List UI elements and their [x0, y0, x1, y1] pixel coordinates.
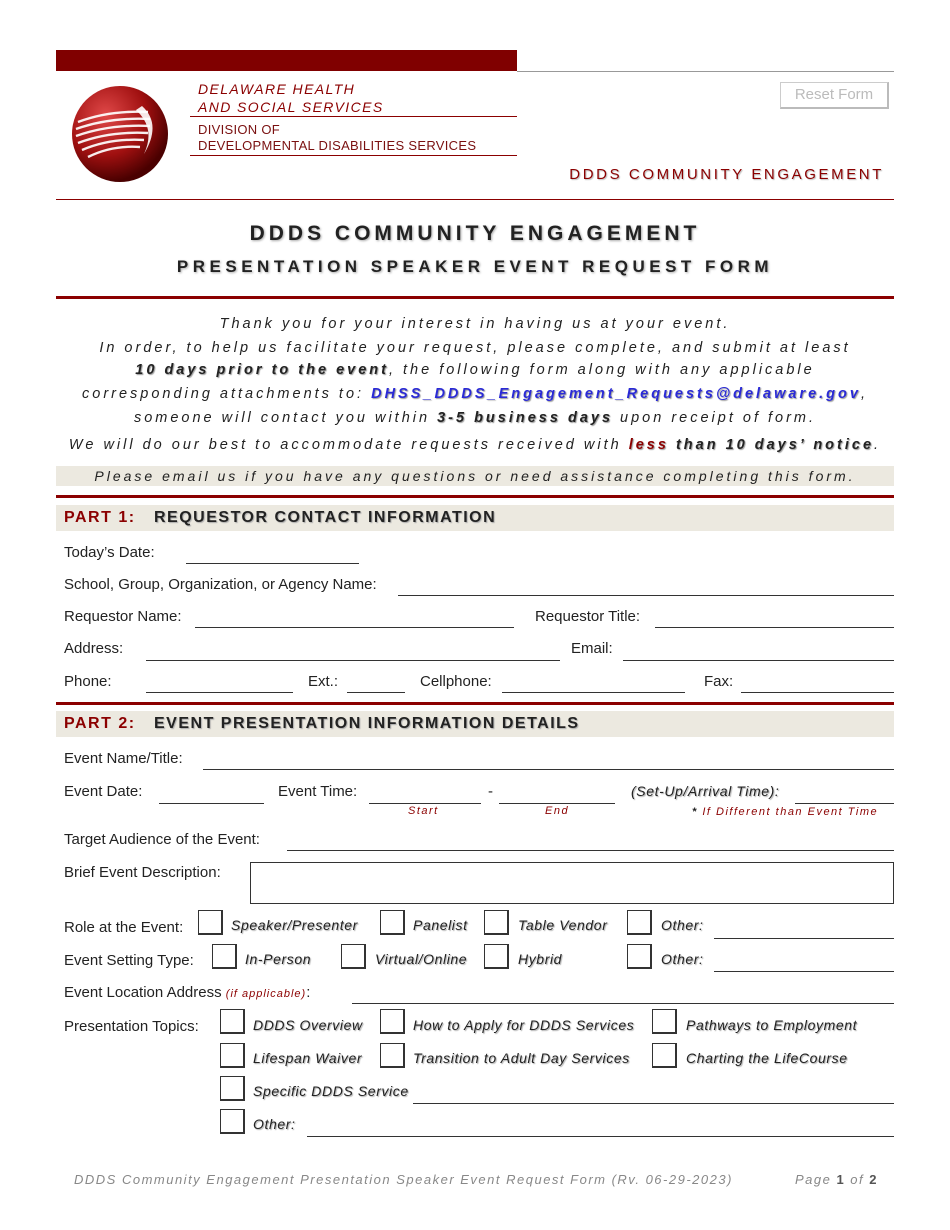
- intro-line6-pre: We will do our best to accommodate requests received with: [68, 437, 629, 453]
- topic-specific-field[interactable]: [413, 1103, 894, 1104]
- title-divider: [56, 296, 894, 299]
- setting-inperson-label: In-Person: [245, 951, 312, 967]
- part1-label: PART 1:: [64, 509, 136, 526]
- if-different-note: [692, 806, 878, 818]
- email-assistance-bar: Please email us if you have any questions or need assistance completing this form.: [56, 466, 894, 486]
- requestor-title-field[interactable]: [655, 627, 894, 628]
- setting-other-label: Other:: [661, 951, 704, 967]
- reset-form-button[interactable]: Reset Form: [780, 82, 889, 109]
- intro-line3-rest: , the following form along with any applicable: [388, 362, 815, 378]
- org-name-field[interactable]: [398, 595, 894, 596]
- header-right-title: DDDS COMMUNITY ENGAGEMENT: [569, 166, 884, 183]
- phone-label: Phone:: [64, 673, 112, 690]
- topic-specific-checkbox[interactable]: [220, 1076, 245, 1101]
- setting-virtual-label: Virtual/Online: [375, 951, 468, 967]
- topic-lifespan-checkbox[interactable]: [220, 1043, 245, 1068]
- deadline-text: 10 days prior to the event: [135, 362, 389, 378]
- location-note: (if applicable): [225, 988, 307, 1000]
- requestor-name-field[interactable]: [195, 627, 514, 628]
- division-rule: [190, 155, 517, 156]
- topic-specific-label: Specific DDDS Service: [253, 1083, 409, 1099]
- ext-label: Ext.:: [308, 673, 339, 690]
- address-label: Address:: [64, 640, 124, 657]
- location-colon: :: [306, 984, 311, 1001]
- role-vendor-label: Table Vendor: [518, 917, 608, 933]
- footer-text: DDDS Community Engagement Presentation Speaker Event Request Form (Rv. 06-29-2023): [74, 1172, 733, 1187]
- topic-apply-label: How to Apply for DDDS Services: [413, 1017, 635, 1033]
- agency-name: [198, 80, 384, 116]
- fax-label: Fax:: [704, 673, 734, 690]
- email-link[interactable]: DHSS_DDDS_Engagement_Requests@delaware.gov: [371, 386, 861, 402]
- agency-line1: DELAWARE HEALTH: [198, 81, 356, 97]
- target-audience-field[interactable]: [287, 850, 894, 851]
- setting-virtual-checkbox[interactable]: [341, 944, 366, 969]
- role-panelist-label: Panelist: [413, 917, 468, 933]
- role-other-field[interactable]: [714, 938, 894, 939]
- setup-time-field[interactable]: [795, 803, 894, 804]
- if-different-text: If Different than Event Time: [702, 806, 879, 818]
- ext-field[interactable]: [347, 692, 405, 693]
- event-time-label: Event Time:: [278, 783, 358, 800]
- part2-label: PART 2:: [64, 715, 136, 732]
- brief-description-label: Brief Event Description:: [64, 864, 221, 881]
- intro-line1: Thank you for your interest in having us at your event.: [219, 316, 731, 332]
- if-different-star: *: [692, 806, 698, 818]
- phone-field[interactable]: [146, 692, 293, 693]
- header-bar: [56, 50, 517, 71]
- page-total: 2: [869, 1172, 878, 1187]
- dhss-logo: [70, 84, 170, 184]
- email-field[interactable]: [623, 660, 894, 661]
- setting-inperson-checkbox[interactable]: [212, 944, 237, 969]
- division-line2: DEVELOPMENTAL DISABILITIES SERVICES: [198, 138, 477, 153]
- event-name-label: Event Name/Title:: [64, 750, 183, 767]
- topics-label: Presentation Topics:: [64, 1018, 199, 1035]
- part2-divider: [56, 702, 894, 705]
- intro-line5: [56, 410, 894, 426]
- topic-lifecourse-label: Charting the LifeCourse: [686, 1050, 848, 1066]
- address-field[interactable]: [146, 660, 560, 661]
- event-date-label: Event Date:: [64, 783, 143, 800]
- part1-title: REQUESTOR CONTACT INFORMATION: [154, 509, 497, 526]
- event-name-field[interactable]: [203, 769, 894, 770]
- time-dash: -: [488, 783, 493, 800]
- role-speaker-checkbox[interactable]: [198, 910, 223, 935]
- intro-line2: In order, to help us facilitate your request, please complete, and submit at least: [99, 340, 851, 356]
- header-divider: [56, 199, 894, 200]
- role-vendor-checkbox[interactable]: [484, 910, 509, 935]
- agency-line2: AND SOCIAL SERVICES: [198, 99, 384, 115]
- part1-divider: [56, 495, 894, 498]
- intro-line5-post: upon receipt of form.: [613, 410, 817, 426]
- intro-line6-post: .: [874, 437, 882, 453]
- setting-label: Event Setting Type:: [64, 952, 194, 969]
- setup-time-label: (Set-Up/Arrival Time):: [631, 783, 780, 799]
- todays-date-label: Today’s Date:: [64, 544, 155, 561]
- topic-employment-label: Pathways to Employment: [686, 1017, 858, 1033]
- event-date-field[interactable]: [159, 803, 264, 804]
- target-audience-label: Target Audience of the Event:: [64, 831, 260, 848]
- topic-transition-checkbox[interactable]: [380, 1043, 405, 1068]
- email-label: Email:: [571, 640, 613, 657]
- role-other-checkbox[interactable]: [627, 910, 652, 935]
- page-title: DDDS COMMUNITY ENGAGEMENT: [249, 222, 701, 245]
- topic-apply-checkbox[interactable]: [380, 1009, 405, 1034]
- intro-line4: [56, 386, 894, 402]
- location-label-wrap: [64, 984, 310, 1001]
- fax-field[interactable]: [741, 692, 894, 693]
- topic-lifespan-label: Lifespan Waiver: [253, 1050, 363, 1066]
- division-line1: DIVISION OF: [198, 122, 281, 137]
- setting-hybrid-label: Hybrid: [518, 951, 563, 967]
- brief-description-field[interactable]: [250, 862, 894, 904]
- intro-line3: [56, 362, 894, 378]
- topic-overview-label: DDDS Overview: [253, 1017, 363, 1033]
- page-current: 1: [836, 1172, 846, 1187]
- cellphone-field[interactable]: [502, 692, 685, 693]
- intro-line6: [56, 437, 894, 453]
- requestor-name-label: Requestor Name:: [64, 608, 182, 625]
- org-name-label: School, Group, Organization, or Agency Name:: [64, 576, 377, 593]
- topic-employment-checkbox[interactable]: [652, 1009, 677, 1034]
- role-panelist-checkbox[interactable]: [380, 910, 405, 935]
- requestor-title-label: Requestor Title:: [535, 608, 641, 625]
- location-label: Event Location Address: [64, 984, 222, 1001]
- topic-lifecourse-checkbox[interactable]: [652, 1043, 677, 1068]
- setting-other-checkbox[interactable]: [627, 944, 652, 969]
- intro-line5-pre: someone will contact you within: [133, 410, 438, 426]
- setting-other-field[interactable]: [714, 971, 894, 972]
- page-of: of: [850, 1172, 865, 1187]
- event-start-field[interactable]: [369, 803, 481, 804]
- event-end-field[interactable]: [499, 803, 615, 804]
- page-subtitle: PRESENTATION SPEAKER EVENT REQUEST FORM: [176, 257, 774, 276]
- role-other-label: Other:: [661, 917, 704, 933]
- intro-line4-pre: corresponding attachments to:: [82, 386, 372, 402]
- division-name: [198, 122, 476, 154]
- topic-other-checkbox[interactable]: [220, 1109, 245, 1134]
- response-time-text: 3-5 business days: [437, 410, 614, 426]
- less-text: less: [628, 437, 669, 453]
- start-caption: Start: [408, 805, 439, 817]
- intro-line4-post: ,: [860, 386, 868, 402]
- agency-rule: [190, 116, 517, 117]
- cellphone-label: Cellphone:: [420, 673, 492, 690]
- end-caption: End: [545, 805, 570, 817]
- part2-title: EVENT PRESENTATION INFORMATION DETAILS: [154, 715, 580, 732]
- header-line: [517, 71, 894, 72]
- page-number: [795, 1172, 878, 1187]
- topic-other-field[interactable]: [307, 1136, 894, 1137]
- todays-date-field[interactable]: [186, 563, 359, 564]
- topic-overview-checkbox[interactable]: [220, 1009, 245, 1034]
- role-label: Role at the Event:: [64, 919, 184, 936]
- topic-other-label: Other:: [253, 1116, 296, 1132]
- setting-hybrid-checkbox[interactable]: [484, 944, 509, 969]
- page-word: Page: [794, 1172, 832, 1187]
- role-speaker-label: Speaker/Presenter: [231, 917, 358, 933]
- notice-text: than 10 days’ notice: [668, 437, 875, 453]
- topic-transition-label: Transition to Adult Day Services: [413, 1050, 630, 1066]
- location-field[interactable]: [352, 1003, 894, 1004]
